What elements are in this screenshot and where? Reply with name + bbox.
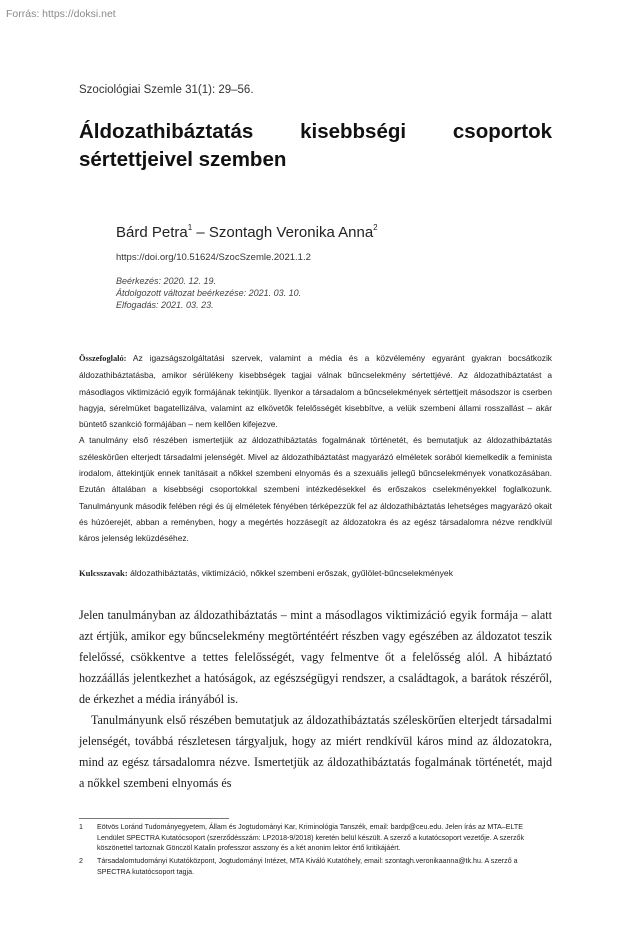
footnote-2 xyxy=(79,856,552,877)
journal-reference: Szociológiai Szemle 31(1): 29–56. xyxy=(79,84,254,96)
author-1-footnote-ref[interactable]: 1 xyxy=(187,223,193,232)
footnote-divider xyxy=(79,818,229,819)
author-1: Bárd Petra xyxy=(116,224,188,241)
body-paragraph-1: Jelen tanulmányban az áldozathibáztatás – mint a másodlagos viktimizáció egyik formája – alatt azt értjük, amikor egy bűncselekmény megtörténtéért részben vagy egészében az áldozatot teszik felelőssé, csökkentve a tettes felelősségét, vagy felmentve őt a felelősség alól. A hibáztató hozzáállás jelentkezhet a hatóságok, az egészségügyi rendszer, a családtagok, a barátok részéről, de érkezhet a média irányából is. xyxy=(79,608,552,706)
keywords-label: Kulcsszavak: xyxy=(79,568,128,578)
submission-dates xyxy=(116,275,301,311)
footnotes xyxy=(79,822,552,880)
abstract-text-1: Az igazságszolgáltatási szervek, valamint a média és a közvélemény egyaránt gyakran bocsátkozik áldozathibáztatásba, amikor sérülékeny kisebbségek tagjai válnak bűncselekmény sértettjévé. Az áldozathibáztatást a másodlagos viktimizáció egyik formájának tekintjük. Ilyenkor a társadalom a bűncselekmények sértettjeit másodszor is cserben hagyja, sérelmüket bagatellizálva, valamint az elkövetők felelősségét kisebbítve, a velük szembeni állami rosszallást – akár büntető szankció formájában – nem kellően kifejezve. xyxy=(79,353,552,430)
footnote-number: 1 xyxy=(79,823,83,831)
keywords-text: áldozathibáztatás, viktimizáció, nőkkel szembeni erőszak, gyűlölet-bűncselekmények xyxy=(127,568,453,578)
abstract-paragraph-2: A tanulmány első részében ismertetjük az áldozathibáztatás fogalmának történetét, és bemutatjuk az áldozathibáztatás széleskörűen elterjedt társadalmi jelenségét. Mivel az áldozathibáztatást magyarázó elméletek sorából kiemelkedik a feminista irodalom, áttekintjük ennek tanításait a nőkkel szembeni elnyomás és a szexuális jellegű bűncselekmények vonatkozásában. Ezután általában a kisebbségi csoportokkal szembeni intézkedésekkel és erőszakos cselekményekkel foglalkozunk. Tanulmányunk második felében régi és új elméletek fényében térképezzük fel az áldozathibáztatás lehetséges magyarázó okait és húzóerejét, abban a reményben, hogy a megértés hozzásegít az áldozatokra és az egész társadalomra nézve rendkívül káros jelenség leküzdéséhez. xyxy=(79,435,552,544)
abstract xyxy=(79,350,552,547)
received-date: Beérkezés: 2020. 12. 19. xyxy=(116,276,217,286)
abstract-paragraph-1 xyxy=(79,350,552,432)
body-text xyxy=(79,605,552,794)
revised-date: Átdolgozott változat beérkezése: 2021. 03. 10. xyxy=(116,288,302,298)
title-line-1: Áldozathibáztatás kisebbségi csoportok xyxy=(79,120,552,143)
accepted-date: Elfogadás: 2021. 03. 23. xyxy=(116,300,214,310)
abstract-label: Összefoglaló: xyxy=(79,354,127,363)
footnote-text: Eötvös Loránd Tudományegyetem, Állam és Jogtudományi Kar, Kriminológia Tanszék, email: bardp@ceu.edu. Jelen írás az MTA–ELTE Lendület SPECTRA Kutatócsoport (szerződésszám: LP2018-9/2018) keretén belül készült. A szerző a kutatócsoport vezetője. A szerzők köszönettel tartoznak Gönczöl Katalin professzor asszony és a két anonim lektor értő kritikájáért. xyxy=(97,823,525,853)
article-title xyxy=(79,118,552,174)
footnote-number: 2 xyxy=(79,857,83,866)
author-line xyxy=(116,223,378,241)
keywords xyxy=(79,568,552,578)
author-2-footnote-ref[interactable]: 2 xyxy=(373,223,378,232)
source-watermark: Forrás: https://doksi.net xyxy=(6,8,116,20)
footnote-text: Társadalomtudományi Kutatóközpont, Jogtudományi Intézet, MTA Kiváló Kutatóhely, email: szontagh.veronikaanna@tk.hu. A szerző a SPECTRA kutatócsoport tagja. xyxy=(97,857,518,876)
body-paragraph-2: Tanulmányunk első részében bemutatjuk az áldozathibáztatás széleskörűen elterjedt társadalmi jelenségét, továbbá részletesen tárgyaljuk, hogy az miért rendkívül káros mind az áldozatokra, mind az egész társadalomra nézve. Ismertetjük az áldozathibáztatás fogalmának történetét, majd a nőkkel szembeni elnyomás és xyxy=(79,713,552,790)
doi-link[interactable]: https://doi.org/10.51624/SzocSzemle.2021.1.2 xyxy=(116,252,311,263)
author-separator: – xyxy=(192,224,209,241)
footnote-1 xyxy=(79,822,552,854)
title-line-2: sértettjeivel szemben xyxy=(79,148,287,171)
author-2: Szontagh Veronika Anna xyxy=(208,224,374,241)
